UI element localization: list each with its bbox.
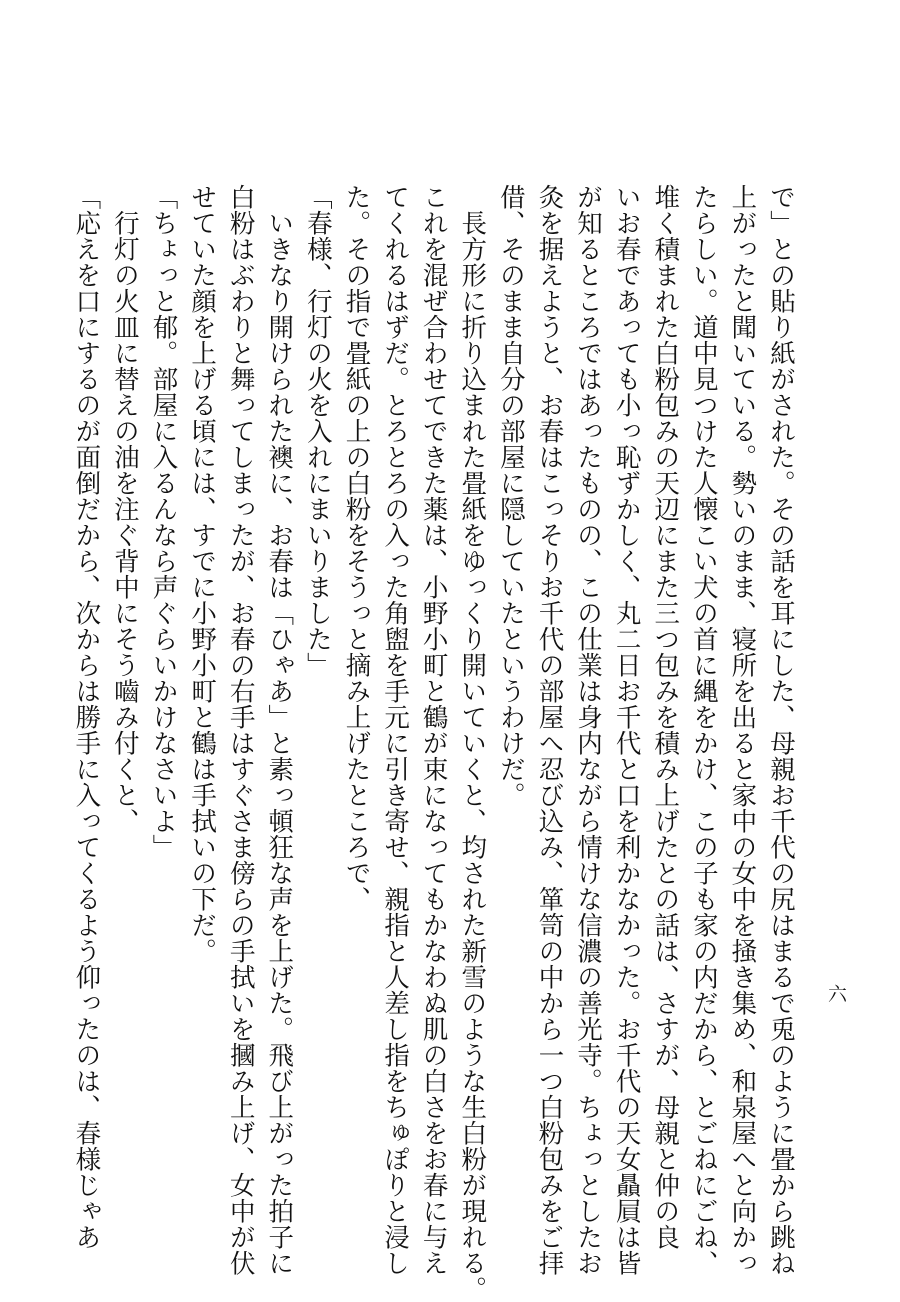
text-column: いきなり開けられた襖に、お春は「ひゃあ」と素っ頓狂な声を上げた。飛び上がった拍子に <box>264 184 295 1276</box>
text-column: 灸を据えようと、お春はこっそりお千代の部屋へ忍び込み、箪笥の中から一つ白粉包みをご拝 <box>534 184 565 1276</box>
text-column: 白粉はぶわりと舞ってしまったが、お春の右手はすぐさま傍らの手拭いを摑み上げ、女中が伏 <box>225 184 256 1276</box>
text-column: た。その指で畳紙の上の白粉をそうっと摘み上げたところで、 <box>341 184 372 912</box>
text-column: 「ちょっと郁。部屋に入るんなら声ぐらいかけなさいよ」 <box>148 184 179 860</box>
text-column: せていた顔を上げる頃には、すでに小野小町と鶴は手拭いの下だ。 <box>187 184 218 964</box>
text-column: 堆く積まれた白粉包みの天辺にまた三つ包みを積み上げたとの話は、さすが、母親と仲の良 <box>650 184 681 1250</box>
text-column: これを混ぜ合わせてできた薬は、小野小町と鶴が束になってもかなわぬ肌の白さをお春に与え <box>418 184 449 1276</box>
text-column: で」との貼り紙がされた。その話を耳にした、母親お千代の尻はまるで兎のように畳から跳ね <box>766 184 796 1276</box>
text-column: 上がったと聞いている。勢いのまま、寝所を出ると家中の女中を掻き集め、和泉屋へと向かっ <box>727 184 758 1276</box>
text-column: てくれるはずだ。とろとろの入った角盥を手元に引き寄せ、親指と人差し指をちゅぽりと浸し <box>380 184 411 1276</box>
vertical-text-body <box>71 184 800 1302</box>
text-column: いお春であっても小っ恥ずかしく、丸二日お千代と口を利かなかった。お千代の天女贔屓は皆 <box>611 184 642 1276</box>
text-column: 行灯の火皿に替えの油を注ぐ背中にそう嚙み付くと、 <box>109 184 140 834</box>
text-column: 「応えを口にするのが面倒だから、次からは勝手に入ってくるよう仰ったのは、春様じゃあ <box>71 184 102 1250</box>
text-column: 借、そのまま自分の部屋に隠していたというわけだ。 <box>495 184 526 808</box>
page-number: 六 <box>825 984 847 1003</box>
text-column: 長方形に折り込まれた畳紙をゆっくり開いていくと、均された新雪のような生白粉が現れる。 <box>457 184 488 1302</box>
text-column: 「春様、行灯の火を入れにまいりました」 <box>302 184 333 678</box>
text-column: が知るところではあったものの、この仕業は身内ながら情けな信濃の善光寺。ちょっとしたお <box>573 184 604 1276</box>
text-column: たらしい。道中見つけた人懐こい犬の首に縄をかけ、この子も家の内だから、とごねにごね、 <box>688 184 719 1276</box>
